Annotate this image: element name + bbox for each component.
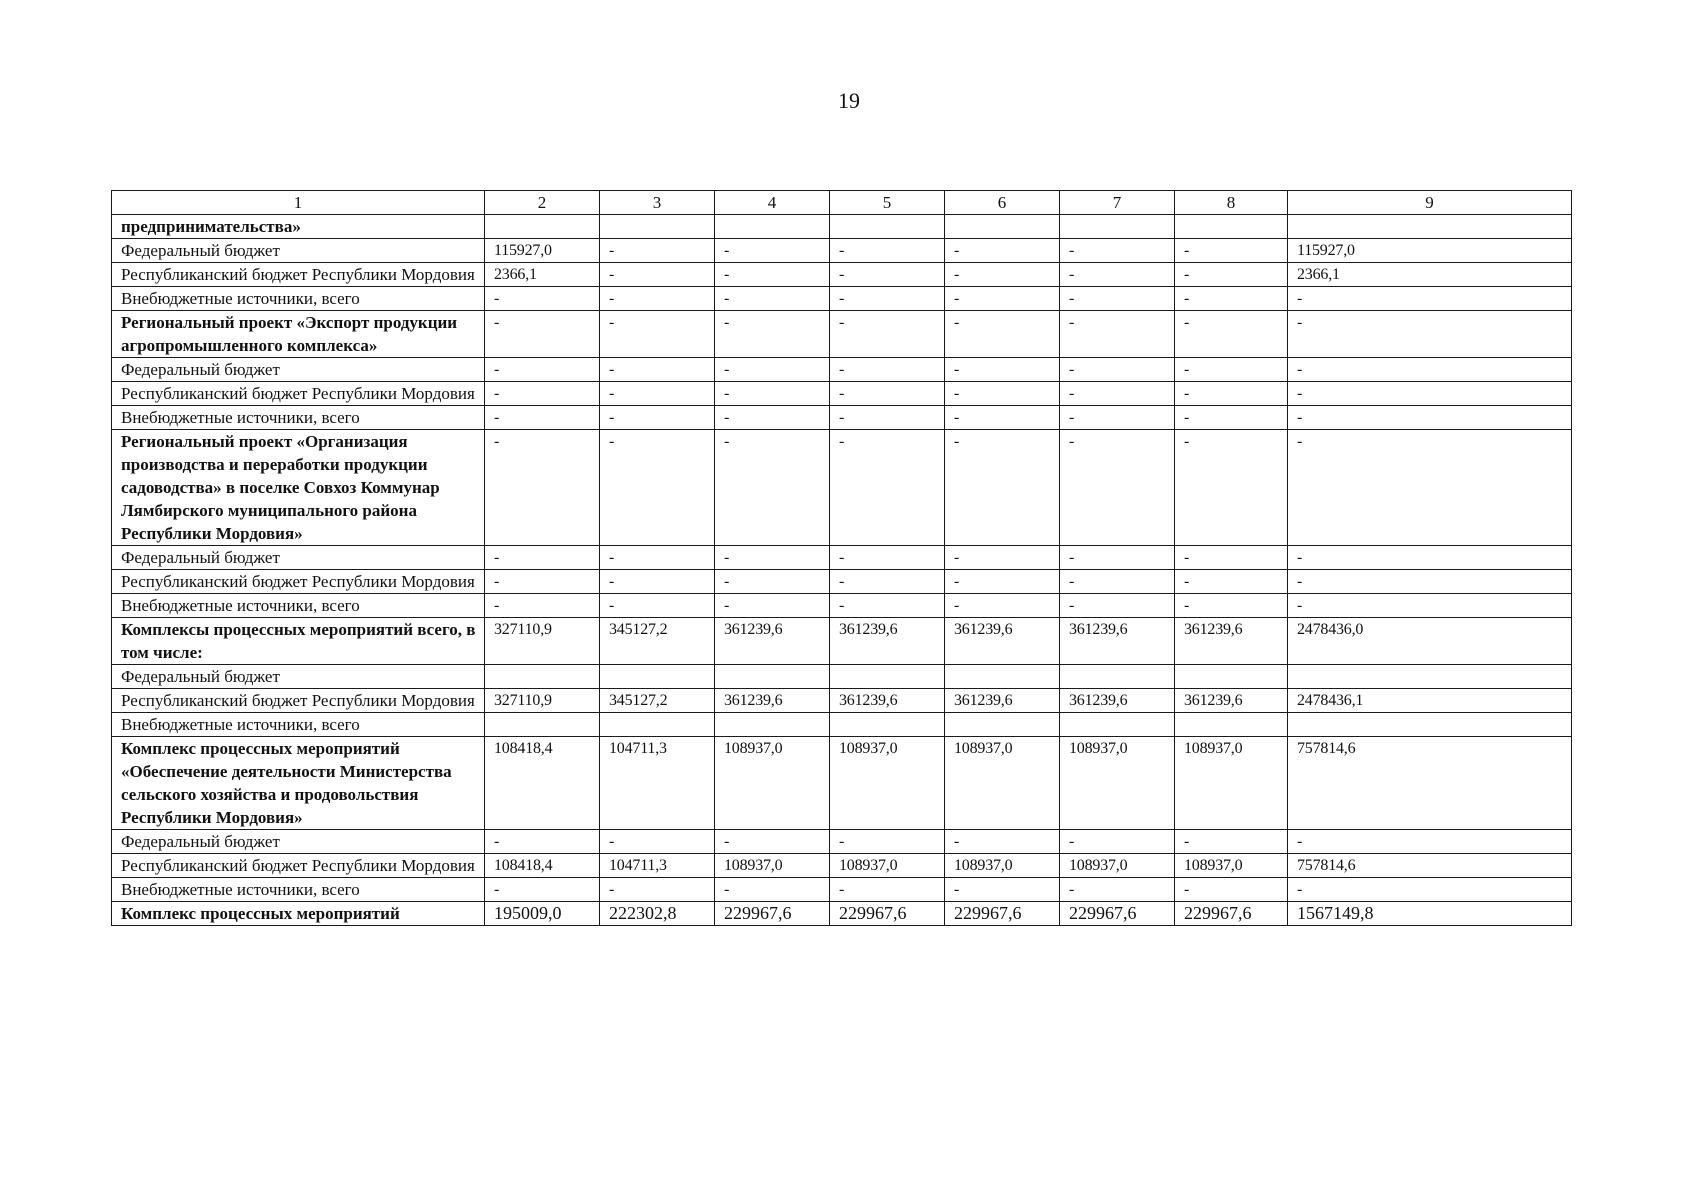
value-cell: - xyxy=(600,382,715,406)
value-cell: - xyxy=(715,311,830,358)
row-label: предпринимательства» xyxy=(112,215,485,239)
value-cell: 2366,1 xyxy=(1288,263,1572,287)
value-cell: 327110,9 xyxy=(485,618,600,665)
value-cell: 108418,4 xyxy=(485,854,600,878)
table-row xyxy=(112,215,1572,239)
table-row xyxy=(112,263,1572,287)
value-cell: 1567149,8 xyxy=(1288,902,1572,926)
budget-table xyxy=(111,190,1572,926)
row-label: Комплекс процессных мероприятий xyxy=(112,902,485,926)
value-cell: - xyxy=(830,546,945,570)
value-cell: 108937,0 xyxy=(1175,737,1288,830)
value-cell: 229967,6 xyxy=(1175,902,1288,926)
value-cell: - xyxy=(830,287,945,311)
header-cell: 2 xyxy=(485,191,600,215)
value-cell: - xyxy=(715,546,830,570)
value-cell xyxy=(1288,713,1572,737)
value-cell: 229967,6 xyxy=(830,902,945,926)
value-cell: - xyxy=(715,358,830,382)
value-cell: - xyxy=(1060,570,1175,594)
value-cell: - xyxy=(600,263,715,287)
header-cell: 7 xyxy=(1060,191,1175,215)
value-cell: - xyxy=(1060,878,1175,902)
value-cell: - xyxy=(830,239,945,263)
value-cell: - xyxy=(600,430,715,546)
value-cell: - xyxy=(1060,546,1175,570)
value-cell: - xyxy=(1175,878,1288,902)
value-cell xyxy=(715,215,830,239)
row-label: Внебюджетные источники, всего xyxy=(112,878,485,902)
table-row xyxy=(112,689,1572,713)
value-cell: - xyxy=(1288,358,1572,382)
value-cell: - xyxy=(1175,311,1288,358)
table-row xyxy=(112,878,1572,902)
table-row xyxy=(112,902,1572,926)
row-label: Комплекс процессных мероприятий «Обеспечение деятельности Министерства сельского хозяйства и продовольствия Республики Мордовия» xyxy=(112,737,485,830)
value-cell: - xyxy=(1288,594,1572,618)
row-label: Региональный проект «Экспорт продукции агропромышленного комплекса» xyxy=(112,311,485,358)
value-cell: - xyxy=(1288,546,1572,570)
value-cell: - xyxy=(945,546,1060,570)
row-label: Федеральный бюджет xyxy=(112,665,485,689)
value-cell: - xyxy=(600,546,715,570)
value-cell xyxy=(1288,215,1572,239)
value-cell xyxy=(600,665,715,689)
table-row xyxy=(112,737,1572,830)
value-cell: 361239,6 xyxy=(1175,689,1288,713)
value-cell: - xyxy=(945,287,1060,311)
value-cell: - xyxy=(945,239,1060,263)
value-cell: - xyxy=(945,830,1060,854)
value-cell: 757814,6 xyxy=(1288,737,1572,830)
value-cell: - xyxy=(485,287,600,311)
value-cell: 361239,6 xyxy=(1175,618,1288,665)
value-cell xyxy=(830,215,945,239)
value-cell: 104711,3 xyxy=(600,854,715,878)
value-cell: - xyxy=(600,570,715,594)
value-cell xyxy=(1060,215,1175,239)
value-cell: 757814,6 xyxy=(1288,854,1572,878)
value-cell: - xyxy=(830,358,945,382)
table-row xyxy=(112,546,1572,570)
value-cell xyxy=(600,713,715,737)
value-cell: - xyxy=(1288,287,1572,311)
value-cell: - xyxy=(600,287,715,311)
value-cell: 361239,6 xyxy=(830,618,945,665)
value-cell: - xyxy=(600,830,715,854)
value-cell: - xyxy=(1060,358,1175,382)
value-cell: - xyxy=(715,430,830,546)
value-cell: 229967,6 xyxy=(1060,902,1175,926)
row-label: Внебюджетные источники, всего xyxy=(112,713,485,737)
row-label: Республиканский бюджет Республики Мордовия xyxy=(112,263,485,287)
value-cell: - xyxy=(1288,570,1572,594)
value-cell: - xyxy=(715,263,830,287)
table-header-row xyxy=(112,191,1572,215)
table-row xyxy=(112,311,1572,358)
value-cell: - xyxy=(485,878,600,902)
row-label: Внебюджетные источники, всего xyxy=(112,287,485,311)
value-cell xyxy=(945,713,1060,737)
value-cell: - xyxy=(1060,594,1175,618)
row-label: Республиканский бюджет Республики Мордовия xyxy=(112,689,485,713)
value-cell: 361239,6 xyxy=(715,689,830,713)
value-cell: 115927,0 xyxy=(485,239,600,263)
value-cell: - xyxy=(1288,878,1572,902)
value-cell: 108937,0 xyxy=(830,737,945,830)
value-cell: - xyxy=(945,406,1060,430)
value-cell xyxy=(830,665,945,689)
table-row xyxy=(112,618,1572,665)
value-cell: - xyxy=(485,594,600,618)
value-cell: - xyxy=(830,382,945,406)
value-cell xyxy=(945,215,1060,239)
value-cell: - xyxy=(1060,263,1175,287)
value-cell: 361239,6 xyxy=(945,689,1060,713)
value-cell: - xyxy=(1175,382,1288,406)
value-cell: - xyxy=(1175,830,1288,854)
value-cell: 108937,0 xyxy=(1175,854,1288,878)
table-row xyxy=(112,570,1572,594)
value-cell: - xyxy=(600,594,715,618)
header-cell: 4 xyxy=(715,191,830,215)
value-cell: - xyxy=(715,878,830,902)
value-cell: 229967,6 xyxy=(715,902,830,926)
row-label: Комплексы процессных мероприятий всего, в том числе: xyxy=(112,618,485,665)
value-cell: 108418,4 xyxy=(485,737,600,830)
value-cell: - xyxy=(1175,358,1288,382)
value-cell: 345127,2 xyxy=(600,689,715,713)
value-cell: - xyxy=(1288,830,1572,854)
value-cell: - xyxy=(1288,311,1572,358)
value-cell: 108937,0 xyxy=(945,854,1060,878)
value-cell: - xyxy=(1175,406,1288,430)
value-cell: - xyxy=(600,239,715,263)
value-cell xyxy=(1288,665,1572,689)
table-row xyxy=(112,406,1572,430)
value-cell: 222302,8 xyxy=(600,902,715,926)
value-cell: 108937,0 xyxy=(1060,854,1175,878)
value-cell: 229967,6 xyxy=(945,902,1060,926)
value-cell: - xyxy=(485,311,600,358)
table-row xyxy=(112,287,1572,311)
value-cell: - xyxy=(945,570,1060,594)
value-cell: - xyxy=(600,406,715,430)
value-cell: 361239,6 xyxy=(945,618,1060,665)
value-cell xyxy=(485,215,600,239)
value-cell: 2366,1 xyxy=(485,263,600,287)
value-cell: - xyxy=(1288,430,1572,546)
row-label: Республиканский бюджет Республики Мордовия xyxy=(112,382,485,406)
value-cell: 2478436,1 xyxy=(1288,689,1572,713)
row-label: Республиканский бюджет Республики Мордовия xyxy=(112,570,485,594)
page-number: 19 xyxy=(838,88,860,113)
value-cell xyxy=(600,215,715,239)
value-cell: 327110,9 xyxy=(485,689,600,713)
value-cell: - xyxy=(1175,239,1288,263)
value-cell: - xyxy=(830,594,945,618)
value-cell: - xyxy=(830,406,945,430)
table-row xyxy=(112,713,1572,737)
value-cell: 115927,0 xyxy=(1288,239,1572,263)
row-label: Федеральный бюджет xyxy=(112,239,485,263)
row-label: Федеральный бюджет xyxy=(112,358,485,382)
row-label: Внебюджетные источники, всего xyxy=(112,594,485,618)
value-cell: - xyxy=(830,430,945,546)
value-cell: 108937,0 xyxy=(715,737,830,830)
value-cell: - xyxy=(1175,430,1288,546)
value-cell: - xyxy=(1175,594,1288,618)
value-cell: - xyxy=(1060,830,1175,854)
header-cell: 1 xyxy=(112,191,485,215)
value-cell: - xyxy=(715,287,830,311)
value-cell: 361239,6 xyxy=(715,618,830,665)
value-cell: - xyxy=(830,878,945,902)
value-cell: - xyxy=(485,382,600,406)
value-cell xyxy=(1060,713,1175,737)
value-cell: - xyxy=(715,570,830,594)
value-cell: - xyxy=(485,430,600,546)
table-row xyxy=(112,854,1572,878)
value-cell xyxy=(485,665,600,689)
value-cell: - xyxy=(945,430,1060,546)
value-cell: - xyxy=(945,382,1060,406)
value-cell: 104711,3 xyxy=(600,737,715,830)
header-cell: 9 xyxy=(1288,191,1572,215)
value-cell: - xyxy=(600,358,715,382)
value-cell xyxy=(830,713,945,737)
value-cell: - xyxy=(485,358,600,382)
value-cell: - xyxy=(1288,406,1572,430)
row-label: Республиканский бюджет Республики Мордовия xyxy=(112,854,485,878)
value-cell: 361239,6 xyxy=(1060,689,1175,713)
value-cell: 361239,6 xyxy=(830,689,945,713)
value-cell: - xyxy=(600,878,715,902)
row-label: Внебюджетные источники, всего xyxy=(112,406,485,430)
table-row xyxy=(112,830,1572,854)
value-cell: 108937,0 xyxy=(945,737,1060,830)
value-cell: - xyxy=(830,263,945,287)
value-cell: - xyxy=(830,570,945,594)
value-cell: - xyxy=(945,878,1060,902)
value-cell: - xyxy=(945,594,1060,618)
value-cell: - xyxy=(715,382,830,406)
value-cell: - xyxy=(945,358,1060,382)
value-cell: - xyxy=(485,570,600,594)
row-label: Региональный проект «Организация производства и переработки продукции садоводства» в поселке Совхоз Коммунар Лямбирского муниципального района Республики Мордовия» xyxy=(112,430,485,546)
value-cell: 195009,0 xyxy=(485,902,600,926)
value-cell: 108937,0 xyxy=(830,854,945,878)
value-cell: 108937,0 xyxy=(715,854,830,878)
value-cell: - xyxy=(945,311,1060,358)
row-label: Федеральный бюджет xyxy=(112,546,485,570)
value-cell: - xyxy=(485,406,600,430)
value-cell xyxy=(1060,665,1175,689)
header-cell: 3 xyxy=(600,191,715,215)
value-cell: - xyxy=(830,830,945,854)
table-row xyxy=(112,594,1572,618)
value-cell: - xyxy=(715,830,830,854)
value-cell: - xyxy=(1060,287,1175,311)
value-cell xyxy=(715,713,830,737)
table-body xyxy=(112,191,1572,926)
value-cell: - xyxy=(1060,406,1175,430)
value-cell: - xyxy=(830,311,945,358)
value-cell: - xyxy=(715,594,830,618)
value-cell: - xyxy=(1175,263,1288,287)
value-cell: 345127,2 xyxy=(600,618,715,665)
value-cell: - xyxy=(1060,382,1175,406)
table-row xyxy=(112,358,1572,382)
value-cell: - xyxy=(1060,430,1175,546)
value-cell: - xyxy=(600,311,715,358)
value-cell: - xyxy=(1060,239,1175,263)
value-cell: - xyxy=(485,830,600,854)
value-cell: - xyxy=(1175,287,1288,311)
value-cell xyxy=(1175,215,1288,239)
value-cell: - xyxy=(1175,546,1288,570)
value-cell: - xyxy=(1175,570,1288,594)
value-cell xyxy=(945,665,1060,689)
table-row xyxy=(112,665,1572,689)
value-cell: - xyxy=(715,239,830,263)
value-cell: - xyxy=(1060,311,1175,358)
value-cell xyxy=(715,665,830,689)
row-label: Федеральный бюджет xyxy=(112,830,485,854)
value-cell: - xyxy=(945,263,1060,287)
value-cell: - xyxy=(485,546,600,570)
value-cell xyxy=(1175,665,1288,689)
value-cell: - xyxy=(715,406,830,430)
header-cell: 8 xyxy=(1175,191,1288,215)
header-cell: 5 xyxy=(830,191,945,215)
table-row xyxy=(112,239,1572,263)
value-cell: 108937,0 xyxy=(1060,737,1175,830)
value-cell xyxy=(485,713,600,737)
value-cell: 2478436,0 xyxy=(1288,618,1572,665)
table-row xyxy=(112,382,1572,406)
header-cell: 6 xyxy=(945,191,1060,215)
table-row xyxy=(112,430,1572,546)
value-cell xyxy=(1175,713,1288,737)
value-cell: 361239,6 xyxy=(1060,618,1175,665)
value-cell: - xyxy=(1288,382,1572,406)
